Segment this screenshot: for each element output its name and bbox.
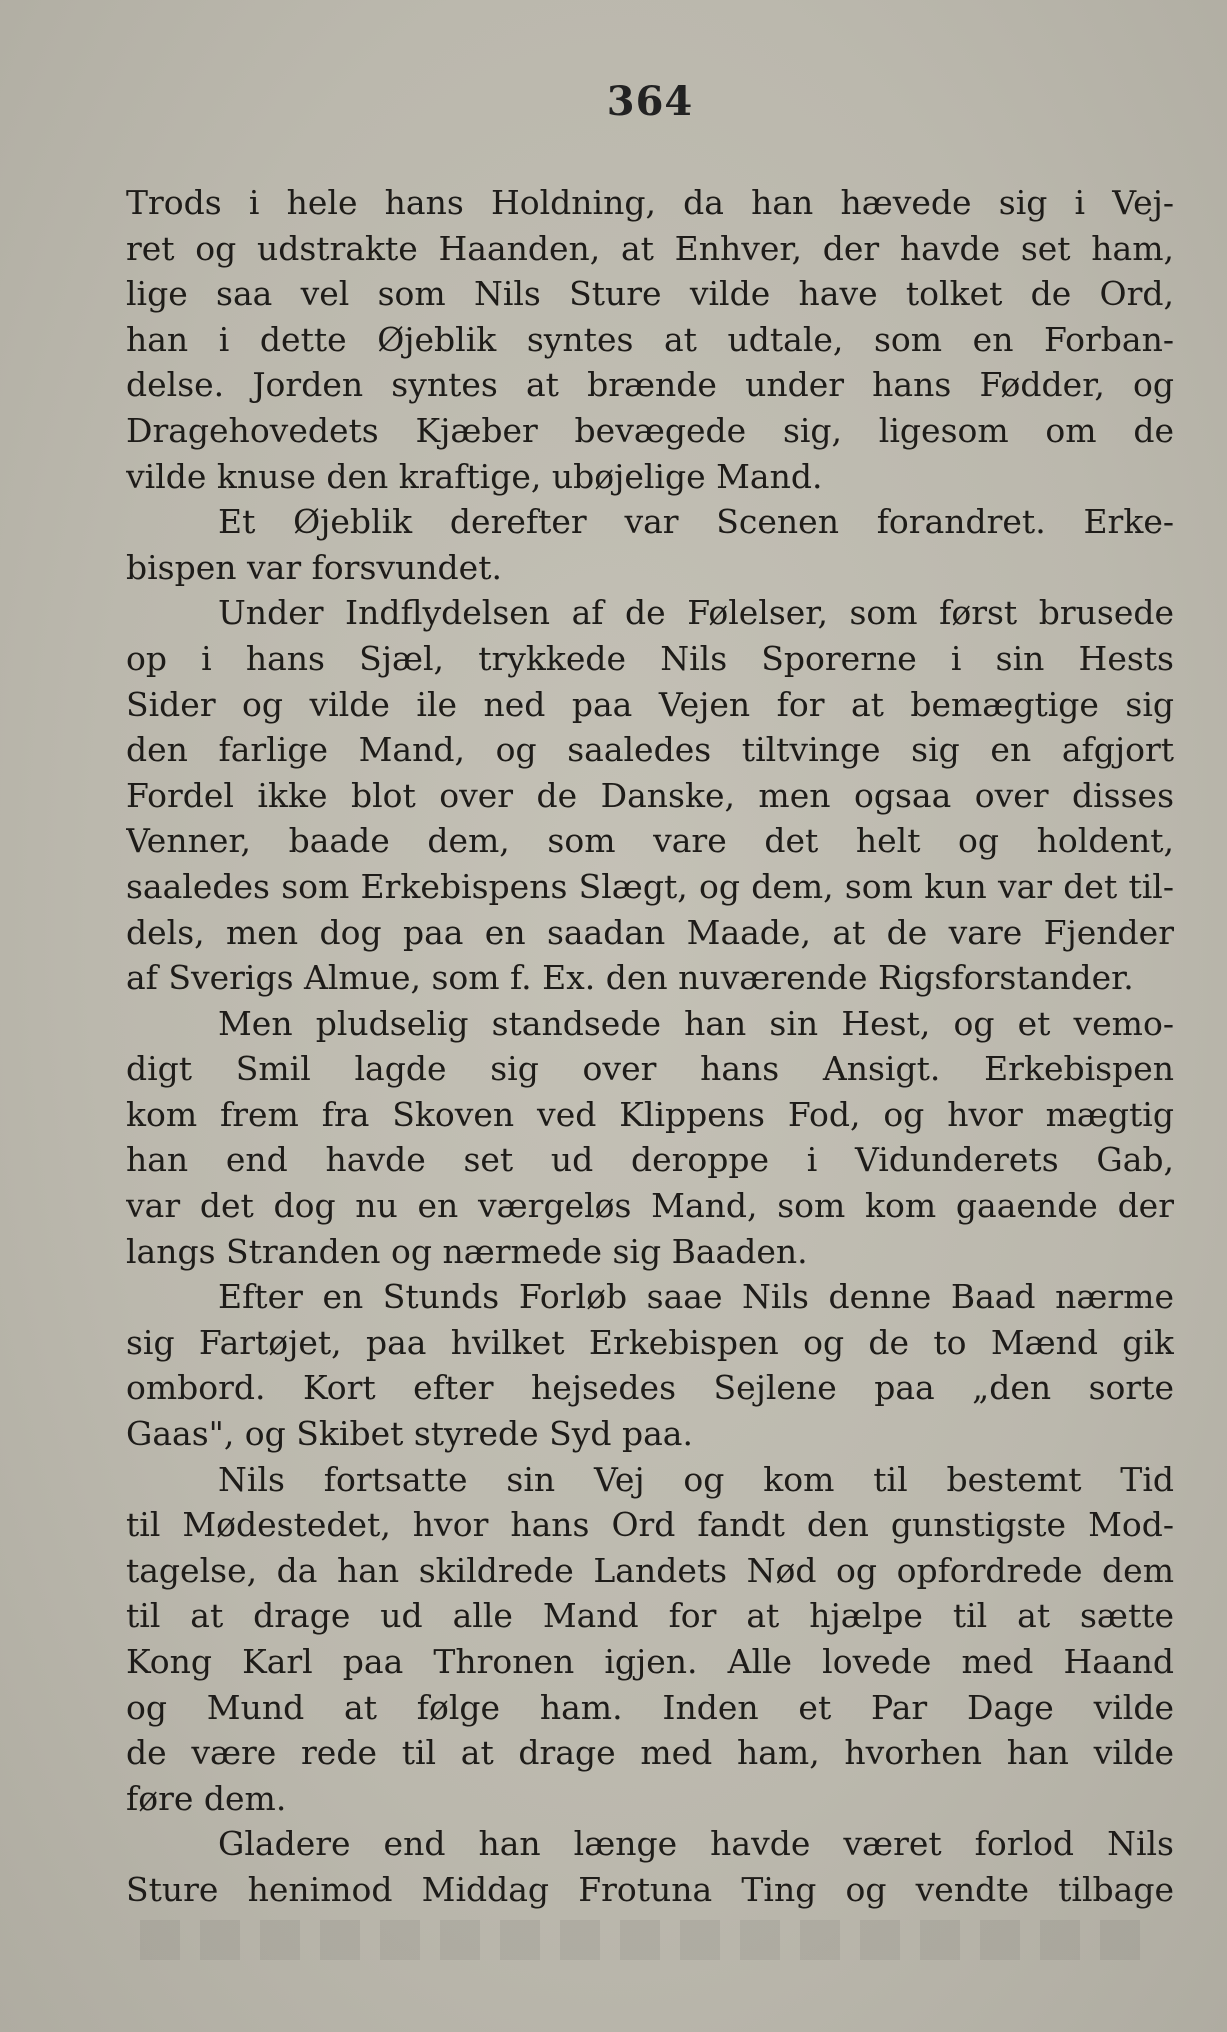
- text-line: han end havde set ud deroppe i Vidunderets Gab,: [126, 1140, 1174, 1180]
- text-line: bispen var forsvundet.: [126, 547, 502, 587]
- text-line: Sider og vilde ile ned paa Vejen for at bemægtige sig: [126, 684, 1174, 724]
- text-line: Dragehovedets Kjæber bevægede sig, ligesom om de: [126, 410, 1174, 450]
- text-line: sig Fartøjet, paa hvilket Erkebispen og de to Mænd gik: [126, 1322, 1174, 1362]
- text-line: Gaas", og Skibet styrede Syd paa.: [126, 1414, 693, 1454]
- show-through-shadow: [140, 1920, 1140, 1960]
- text-line: lige saa vel som Nils Sture vilde have tolket de Ord,: [126, 274, 1174, 314]
- text-line: var det dog nu en værgeløs Mand, som kom gaaende der: [126, 1186, 1174, 1226]
- text-line: Trods i hele hans Holdning, da han hævede sig i Vej-: [126, 183, 1174, 222]
- text-line: Fordel ikke blot over de Danske, men ogsaa over disses: [126, 775, 1174, 815]
- body-text: [126, 180, 1174, 1913]
- text-line: ombord. Kort efter hejsedes Sejlene paa „den sorte: [126, 1368, 1174, 1408]
- text-line: Sture henimod Middag Frotuna Ting og vendte tilbage: [126, 1869, 1174, 1909]
- text-line: og Mund at følge ham. Inden et Par Dage vilde: [126, 1687, 1174, 1727]
- text-line: Nils fortsatte sin Vej og kom til bestemt Tid: [218, 1459, 1174, 1499]
- text-line: dels, men dog paa en saadan Maade, at de vare Fjender: [126, 912, 1174, 952]
- text-line: han i dette Øjeblik syntes at udtale, som en Forban-: [126, 319, 1174, 359]
- text-line: føre dem.: [126, 1778, 287, 1818]
- text-line: til at drage ud alle Mand for at hjælpe til at sætte: [126, 1596, 1174, 1636]
- text-line: til Mødestedet, hvor hans Ord fandt den gunstigste Mod-: [126, 1505, 1174, 1545]
- page-number: 364: [606, 78, 694, 125]
- text-line: Efter en Stunds Forløb saae Nils denne Baad nærme: [218, 1277, 1174, 1317]
- text-line: ret og udstrakte Haanden, at Enhver, der havde set ham,: [126, 228, 1174, 268]
- text-line: delse. Jorden syntes at brænde under hans Fødder, og: [126, 365, 1174, 405]
- text-line: langs Stranden og nærmede sig Baaden.: [126, 1231, 808, 1271]
- text-line: Et Øjeblik derefter var Scenen forandret. Erke-: [218, 502, 1174, 542]
- text-line: Men pludselig standsede han sin Hest, og et vemo-: [218, 1003, 1174, 1043]
- text-line: tagelse, da han skildrede Landets Nød og opfordrede dem: [126, 1550, 1174, 1590]
- text-line: kom frem fra Skoven ved Klippens Fod, og hvor mægtig: [126, 1094, 1174, 1134]
- text-line: Kong Karl paa Thronen igjen. Alle lovede med Haand: [126, 1642, 1174, 1681]
- text-line: saaledes som Erkebispens Slægt, og dem, som kun var det til-: [126, 866, 1174, 906]
- text-line: vilde knuse den kraftige, ubøjelige Mand.: [126, 456, 823, 496]
- text-line: Gladere end han længe havde været forlod Nils: [218, 1824, 1174, 1864]
- text-line: den farlige Mand, og saaledes tiltvinge sig en afgjort: [126, 730, 1174, 770]
- text-line: Venner, baade dem, som vare det helt og holdent,: [126, 821, 1174, 861]
- text-line: digt Smil lagde sig over hans Ansigt. Erkebispen: [126, 1049, 1174, 1089]
- text-line: af Sverigs Almue, som f. Ex. den nuværende Rigsforstander.: [126, 958, 1134, 998]
- text-line: op i hans Sjæl, trykkede Nils Sporerne i sin Hests: [126, 638, 1174, 678]
- text-line: de være rede til at drage med ham, hvorhen han vilde: [126, 1733, 1174, 1773]
- text-line: Under Indflydelsen af de Følelser, som først brusede: [218, 593, 1174, 633]
